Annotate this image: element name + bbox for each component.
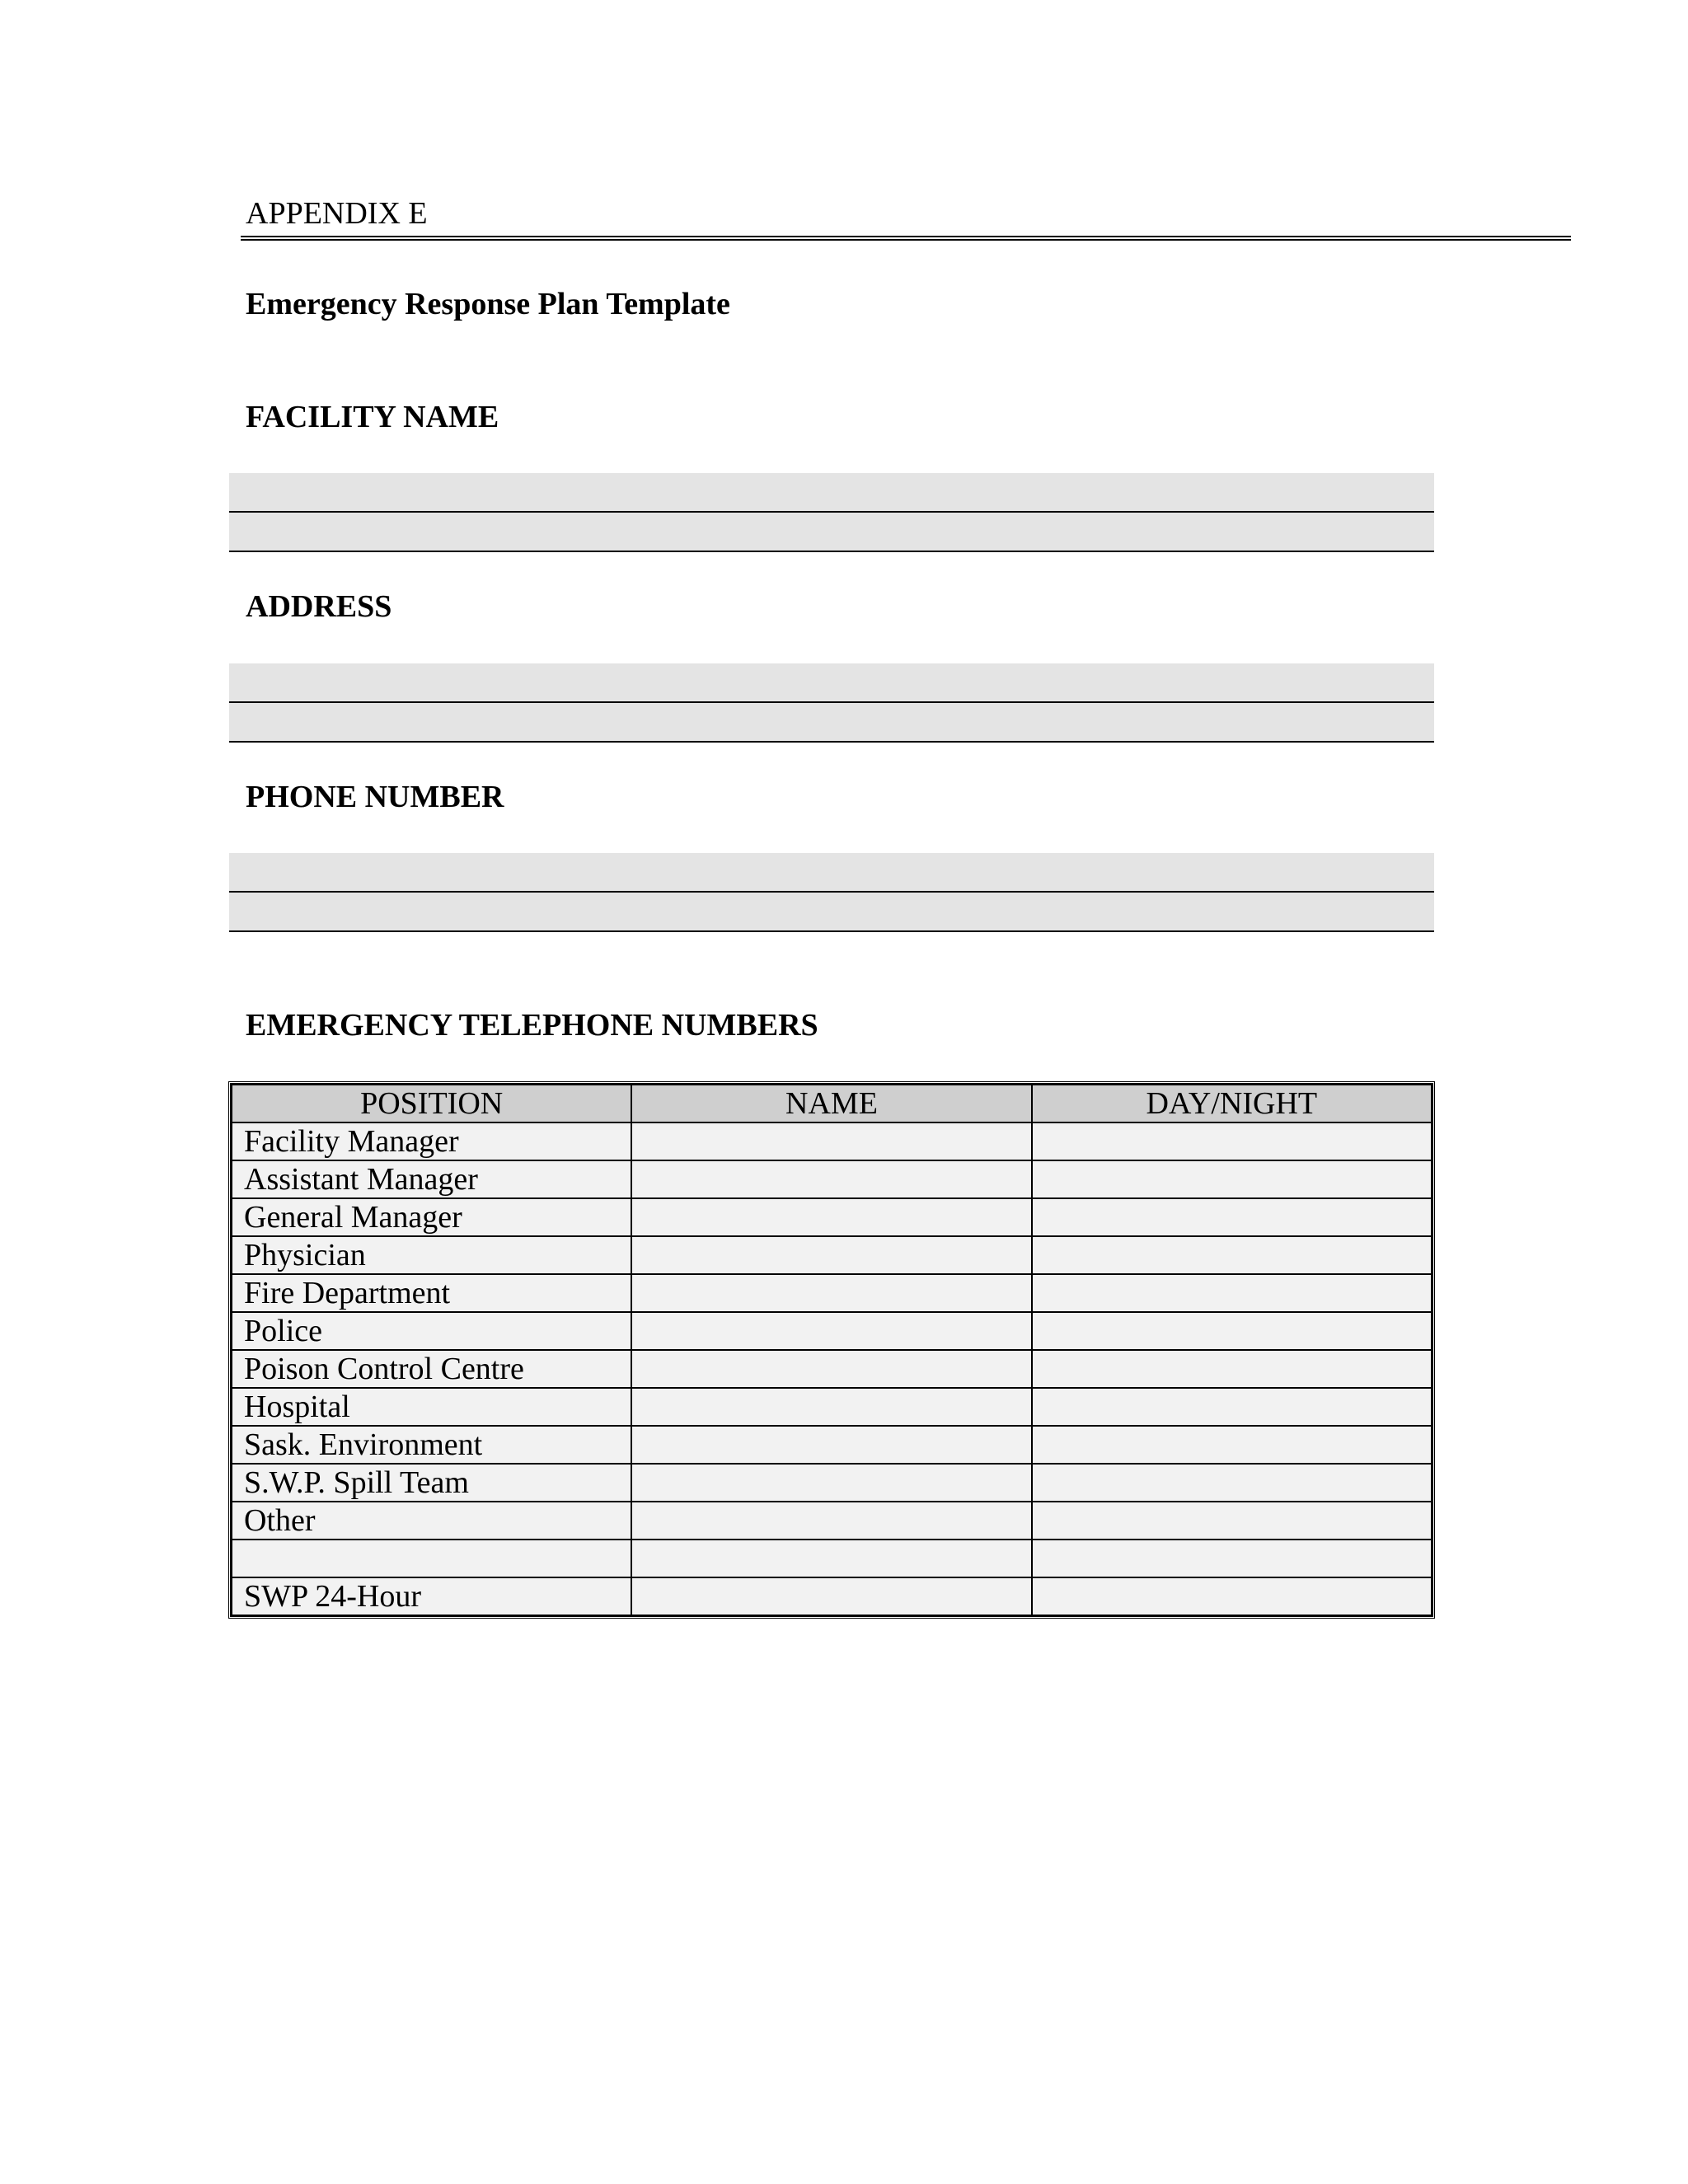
phone-number-line-2[interactable] <box>229 893 1434 932</box>
position-cell: Physician <box>232 1236 631 1274</box>
name-cell[interactable] <box>631 1274 1031 1312</box>
name-cell[interactable] <box>631 1540 1031 1577</box>
table-row <box>232 1274 1432 1312</box>
address-label: ADDRESS <box>246 589 392 624</box>
name-cell[interactable] <box>631 1160 1031 1198</box>
table-row <box>232 1464 1432 1502</box>
day-night-cell[interactable] <box>1032 1464 1432 1502</box>
facility-name-fields <box>229 473 1434 552</box>
appendix-rule <box>241 236 1571 241</box>
position-cell: S.W.P. Spill Team <box>232 1464 631 1502</box>
document-title: Emergency Response Plan Template <box>246 287 730 321</box>
name-cell[interactable] <box>631 1122 1031 1160</box>
day-night-cell[interactable] <box>1032 1198 1432 1236</box>
name-cell[interactable] <box>631 1236 1031 1274</box>
table-row <box>232 1160 1432 1198</box>
position-cell: Other <box>232 1502 631 1540</box>
table-row <box>232 1350 1432 1388</box>
position-cell[interactable] <box>232 1540 631 1577</box>
emergency-numbers-table <box>228 1081 1435 1619</box>
position-cell: Police <box>232 1312 631 1350</box>
day-night-cell[interactable] <box>1032 1312 1432 1350</box>
table-row <box>232 1236 1432 1274</box>
table-header-row <box>232 1085 1432 1122</box>
phone-number-line-1[interactable] <box>229 853 1434 893</box>
table-row <box>232 1577 1432 1615</box>
table-row <box>232 1312 1432 1350</box>
column-header-name: NAME <box>631 1085 1031 1122</box>
column-header-position: POSITION <box>232 1085 631 1122</box>
position-cell: Sask. Environment <box>232 1426 631 1464</box>
name-cell[interactable] <box>631 1198 1031 1236</box>
position-cell: General Manager <box>232 1198 631 1236</box>
name-cell[interactable] <box>631 1464 1031 1502</box>
day-night-cell[interactable] <box>1032 1502 1432 1540</box>
position-cell: SWP 24-Hour <box>232 1577 631 1615</box>
name-cell[interactable] <box>631 1388 1031 1426</box>
address-fields <box>229 663 1434 743</box>
address-line-2[interactable] <box>229 703 1434 743</box>
name-cell[interactable] <box>631 1350 1031 1388</box>
day-night-cell[interactable] <box>1032 1274 1432 1312</box>
facility-name-line-2[interactable] <box>229 513 1434 552</box>
table-row <box>232 1540 1432 1577</box>
table-row <box>232 1426 1432 1464</box>
position-cell: Facility Manager <box>232 1122 631 1160</box>
position-cell: Poison Control Centre <box>232 1350 631 1388</box>
facility-name-label: FACILITY NAME <box>246 400 499 434</box>
facility-name-line-1[interactable] <box>229 473 1434 513</box>
table-row <box>232 1388 1432 1426</box>
day-night-cell[interactable] <box>1032 1577 1432 1615</box>
day-night-cell[interactable] <box>1032 1350 1432 1388</box>
table-row <box>232 1198 1432 1236</box>
appendix-label: APPENDIX E <box>246 196 428 231</box>
position-cell: Assistant Manager <box>232 1160 631 1198</box>
table-row <box>232 1122 1432 1160</box>
address-line-1[interactable] <box>229 663 1434 703</box>
position-cell: Hospital <box>232 1388 631 1426</box>
position-cell: Fire Department <box>232 1274 631 1312</box>
day-night-cell[interactable] <box>1032 1388 1432 1426</box>
column-header-day-night: DAY/NIGHT <box>1032 1085 1432 1122</box>
day-night-cell[interactable] <box>1032 1160 1432 1198</box>
phone-number-label: PHONE NUMBER <box>246 780 504 814</box>
name-cell[interactable] <box>631 1312 1031 1350</box>
name-cell[interactable] <box>631 1502 1031 1540</box>
name-cell[interactable] <box>631 1426 1031 1464</box>
name-cell[interactable] <box>631 1577 1031 1615</box>
day-night-cell[interactable] <box>1032 1540 1432 1577</box>
day-night-cell[interactable] <box>1032 1426 1432 1464</box>
phone-number-fields <box>229 853 1434 932</box>
emergency-numbers-label: EMERGENCY TELEPHONE NUMBERS <box>246 1008 818 1043</box>
day-night-cell[interactable] <box>1032 1236 1432 1274</box>
table-row <box>232 1502 1432 1540</box>
day-night-cell[interactable] <box>1032 1122 1432 1160</box>
